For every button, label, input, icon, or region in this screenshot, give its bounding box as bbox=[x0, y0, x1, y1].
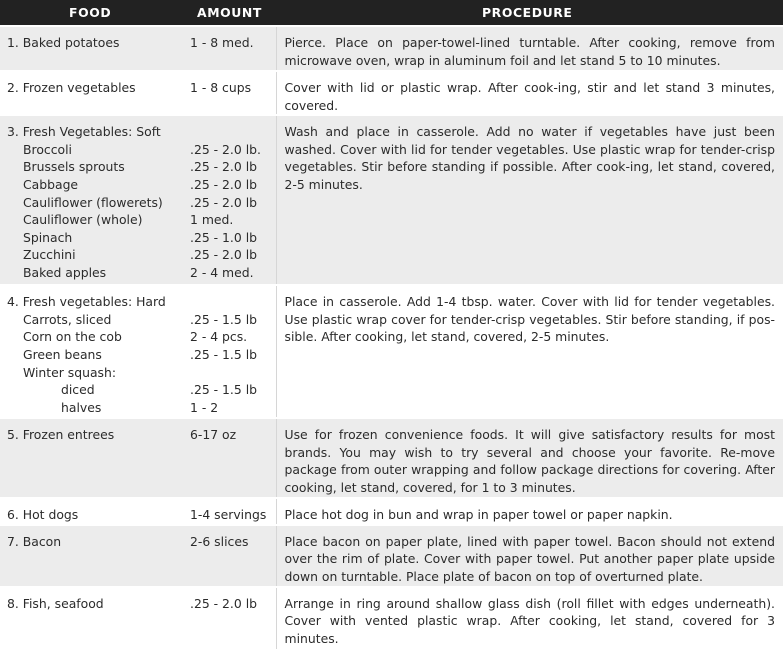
procedure-cell: Use for frozen convenience foods. It will give satisfactory results for most brands. You may wish to try several and choose your favorite. Re-move package from outer wrapping and follow package directions for covering. After cooking, let stand, covered, for 1 to 3 minutes. bbox=[276, 418, 783, 498]
food-item: Broccoli bbox=[23, 141, 72, 157]
table-row bbox=[0, 285, 783, 418]
item-amount: 1 med. bbox=[190, 212, 234, 228]
amount-cell: 1 - 8 med. bbox=[183, 26, 276, 71]
table-row bbox=[0, 71, 783, 115]
item-amount: .25 - 2.0 lb bbox=[190, 247, 258, 263]
food-item: Baked apples bbox=[23, 264, 107, 280]
item-amount: .25 - 1.5 lb bbox=[190, 382, 258, 398]
food-item: Spinach bbox=[23, 229, 73, 245]
procedure-cell: Cover with lid or plastic wrap. After cook-ing, stir and let stand 3 minutes, covered. bbox=[276, 71, 783, 115]
food-item: halves bbox=[61, 399, 102, 415]
procedure-cell: Place bacon on paper plate, lined with paper towel. Bacon should not extend over the rim of plate. Cover with paper towel. Put another paper plate upside down on turntable. Place plate of bacon on top of overturned plate. bbox=[276, 525, 783, 587]
item-amount: .25 - 2.0 lb bbox=[190, 159, 258, 175]
table-header-row bbox=[0, 0, 783, 26]
food-item: Winter squash: bbox=[23, 364, 117, 380]
procedure-cell: Place hot dog in bun and wrap in paper towel or paper napkin. bbox=[276, 498, 783, 525]
food-item: Corn on the cob bbox=[23, 329, 122, 345]
food-item: Zucchini bbox=[23, 247, 76, 263]
food-cell: 6. Hot dogs bbox=[7, 507, 79, 523]
amount-cell: 1 - 8 cups bbox=[190, 80, 252, 95]
amount-cell: 6-17 oz bbox=[183, 418, 276, 498]
food-cell: 8. Fish, seafood bbox=[7, 595, 104, 611]
procedure-cell: Place in casserole. Add 1-4 tbsp. water. Cover with lid for tender vegetables. Use plastic wrap cover for tender-crisp vegetables. Stir before standing, if pos-sible. After cooking, let stand, covered, 2-5 minutes. bbox=[276, 285, 783, 418]
item-amount: 2 - 4 med. bbox=[190, 264, 254, 280]
food-group-title: 3. Fresh Vegetables: Soft bbox=[7, 124, 161, 140]
amount-cell: 1-4 servings bbox=[190, 507, 267, 523]
procedure-cell: Arrange in ring around shallow glass dish (roll fillet with edges underneath). Cover with vented plastic wrap. After cooking, let stand, covered for 3 minutes. bbox=[276, 587, 783, 649]
table-row bbox=[0, 115, 783, 285]
food-item: Cabbage bbox=[23, 176, 79, 192]
food-cell: 7. Bacon bbox=[0, 525, 183, 587]
item-amount: .25 - 1.5 lb bbox=[190, 346, 258, 362]
food-item: Carrots, sliced bbox=[23, 311, 112, 327]
table-row bbox=[0, 525, 783, 587]
food-item: Green beans bbox=[23, 346, 102, 362]
table-row bbox=[0, 418, 783, 498]
food-cell bbox=[0, 285, 183, 418]
item-amount: .25 - 2.0 lb bbox=[190, 176, 258, 192]
procedure-cell: Pierce. Place on paper-towel-lined turntable. After cooking, remove from microwave oven, wrap in aluminum foil and let stand 5 to 10 minutes. bbox=[276, 26, 783, 71]
table-row bbox=[0, 26, 783, 71]
header-amount: AMOUNT bbox=[183, 0, 276, 26]
header-procedure: PROCEDURE bbox=[276, 0, 783, 26]
item-amount: 1 - 2 bbox=[190, 399, 219, 415]
amount-cell bbox=[183, 285, 276, 418]
food-cell: 1. Baked potatoes bbox=[0, 26, 183, 71]
food-cell: 5. Frozen entrees bbox=[0, 418, 183, 498]
procedure-cell: Wash and place in casserole. Add no water if vegetables have just been washed. Cover with lid for tender vegetables. Use plastic wrap for tender-crisp vegetables. Stir before standing if possible. After cook-ing, let stand, covered, 2-5 minutes. bbox=[276, 115, 783, 285]
item-amount: .25 - 2.0 lb. bbox=[190, 141, 261, 157]
food-group-title: 4. Fresh vegetables: Hard bbox=[7, 294, 166, 310]
amount-cell: 2-6 slices bbox=[183, 525, 276, 587]
amount-cell bbox=[183, 115, 276, 285]
item-amount: 2 - 4 pcs. bbox=[190, 329, 248, 345]
food-item: diced bbox=[61, 382, 95, 398]
food-cell bbox=[0, 115, 183, 285]
table-row bbox=[0, 498, 783, 525]
item-amount: .25 - 1.5 lb bbox=[190, 311, 258, 327]
food-item: Cauliflower (flowerets) bbox=[23, 194, 163, 210]
table-row bbox=[0, 587, 783, 649]
food-item: Cauliflower (whole) bbox=[23, 212, 143, 228]
food-item: Brussels sprouts bbox=[23, 159, 125, 175]
amount-cell: .25 - 2.0 lb bbox=[190, 595, 258, 611]
header-food: FOOD bbox=[0, 0, 183, 26]
item-amount bbox=[190, 364, 276, 382]
food-cell: 2. Frozen vegetables bbox=[7, 80, 136, 95]
item-amount: .25 - 1.0 lb bbox=[190, 229, 258, 245]
item-amount: .25 - 2.0 lb bbox=[190, 194, 258, 210]
